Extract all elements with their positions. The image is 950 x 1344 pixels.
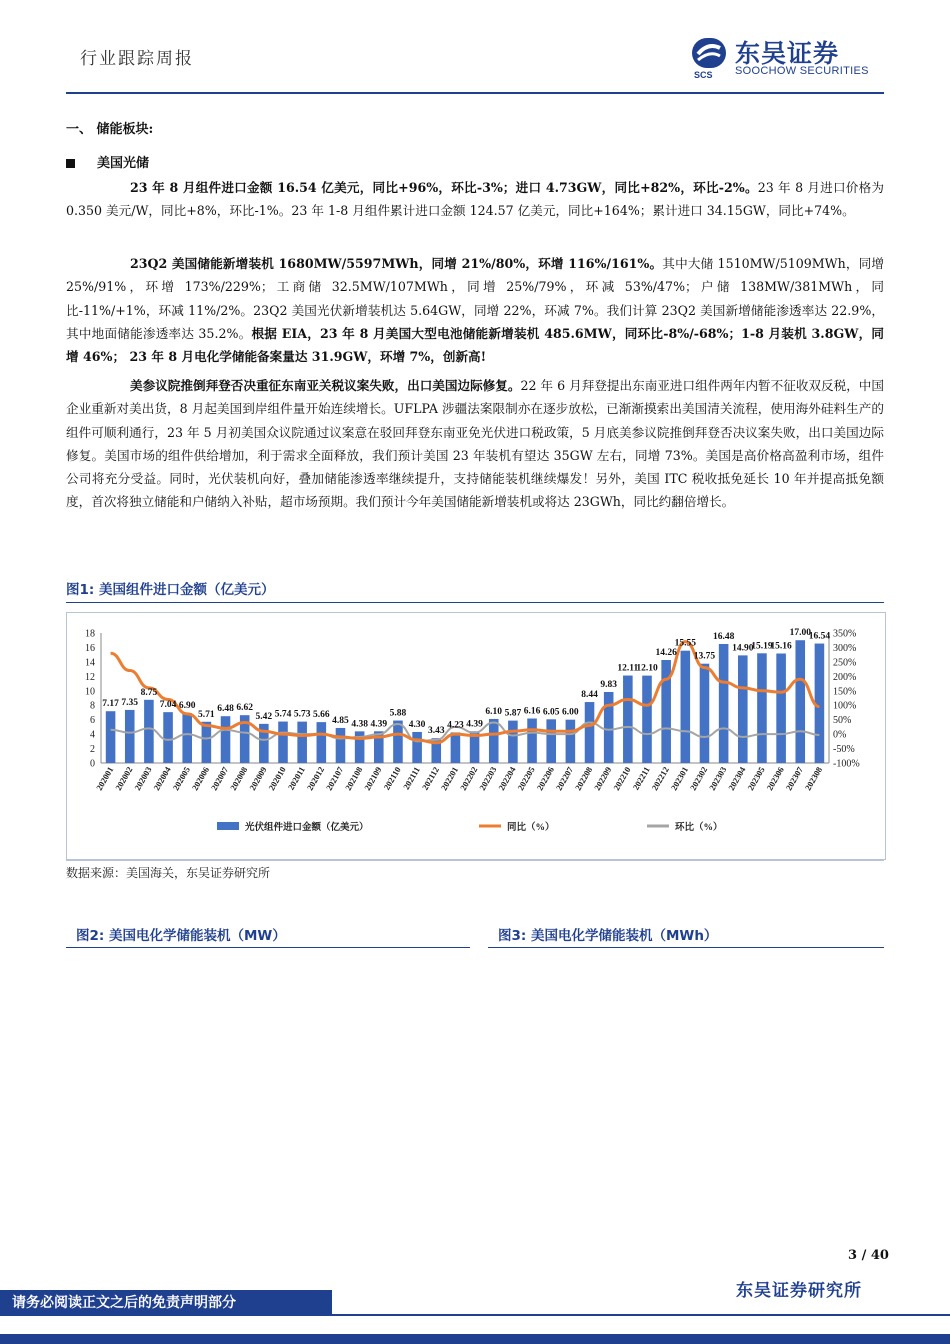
bar-data-label: 6.90 (178, 701, 196, 712)
bar-data-label: 17.00 (789, 628, 811, 639)
logo-chinese-name: 东吴证券 (735, 39, 840, 68)
bar (585, 702, 595, 763)
x-tick-label: 202010 (266, 765, 288, 793)
logo-english-name: SOOCHOW SECURITIES (735, 65, 869, 77)
disclaimer-banner: 请务必阅读正文之后的免责声明部分 (0, 1290, 332, 1316)
bar (566, 720, 576, 763)
scs-logo-icon (690, 36, 730, 80)
report-type-title: 行业跟踪周报 (80, 49, 194, 69)
bar (757, 653, 767, 763)
x-tick-label: 202205 (515, 765, 537, 793)
bar (317, 722, 327, 763)
x-tick-label: 202208 (572, 765, 595, 793)
bar (776, 654, 786, 763)
x-tick-label: 202001 (93, 765, 116, 793)
paragraph-3 (66, 374, 884, 514)
bar-data-label: 5.74 (274, 709, 292, 720)
figure-1-bottom-rule (66, 860, 884, 861)
paragraph-1-highlight: 23 年 8 月组件进口金额 16.54 亿美元，同比+96%，环比-3%；进口 4.73GW，同比+82%，环比-2%。 (130, 180, 758, 195)
bar (719, 644, 729, 763)
x-tick-label: 202207 (553, 765, 576, 793)
legend-label: 同比（%） (507, 823, 555, 833)
x-tick-label: 202211 (630, 765, 652, 792)
bar (642, 676, 652, 763)
bar (182, 713, 192, 763)
figure-3-rule (488, 947, 884, 948)
section-heading: 一、 储能板块: (66, 122, 154, 137)
y-tick-left: 4 (90, 729, 95, 741)
x-tick-label: 202307 (783, 765, 805, 793)
bar-data-label: 6.00 (562, 707, 579, 718)
footer-bottom-bar (0, 1334, 950, 1344)
y-tick-left: 16 (85, 642, 95, 654)
bar-data-label: 6.62 (236, 703, 253, 714)
bar (297, 722, 307, 763)
x-tick-label: 202109 (362, 765, 384, 793)
bar (412, 732, 422, 763)
x-tick-label: 202303 (706, 765, 729, 793)
bar-data-label: 15.55 (674, 638, 697, 649)
bar-data-label: 14.90 (732, 643, 754, 654)
figure-1-chart-frame (66, 612, 886, 860)
bar-data-label: 16.54 (808, 631, 831, 642)
y-tick-left: 18 (85, 628, 95, 640)
bar-data-label: 7.17 (102, 699, 119, 710)
figure-1-rule (66, 602, 884, 603)
x-tick-label: 202112 (419, 765, 441, 792)
bar (604, 692, 614, 763)
x-tick-label: 202004 (151, 765, 173, 793)
bar-data-label: 12.11 (617, 663, 639, 674)
bar (795, 640, 805, 763)
bar (451, 732, 461, 763)
x-tick-label: 202304 (726, 765, 748, 793)
bar (163, 712, 173, 763)
paragraph-3-highlight: 美参议院推倒拜登否决重征东南亚关税议案失败，出口美国边际修复。 (130, 378, 521, 393)
x-tick-label: 202203 (477, 765, 499, 793)
figure-3-title: 图3: 美国电化学储能装机（MWh） (498, 928, 718, 944)
y-tick-right: 350% (833, 628, 857, 640)
bar-data-label: 5.42 (255, 711, 273, 722)
bar-data-label: 6.16 (523, 706, 541, 717)
x-tick-label: 202008 (228, 765, 250, 793)
x-tick-label: 202202 (457, 765, 480, 793)
page-number: 3 / 40 (848, 1248, 889, 1263)
bar (144, 700, 154, 763)
x-tick-label: 202212 (649, 765, 671, 793)
y-tick-left: 10 (85, 686, 95, 698)
bar-data-label: 5.71 (198, 709, 215, 720)
bar (623, 676, 633, 763)
bar-data-label: 4.30 (408, 719, 426, 730)
bar (336, 728, 346, 763)
y-tick-right: 0% (833, 729, 847, 741)
x-tick-label: 202009 (247, 765, 269, 793)
x-tick-label: 202204 (496, 765, 518, 793)
bar (221, 716, 231, 763)
x-tick-label: 202012 (304, 765, 327, 793)
paragraph-2-highlight-eia: 根据 EIA，23 年 8 月美国大型电池储能新增装机 485.6MW，同环比-8%/-68%；1-8 月装机 3.8GW，同增 46%； 23 年 8 月电化学储能备案量达 31.9GW，环增 7%，创新高! (66, 325, 884, 365)
paragraph-2-highlight: 23Q2 美国储能新增装机 1680MW/5597MWh，同增 21%/80%，环增 116%/161%。 (130, 256, 663, 271)
bar-data-label: 12.10 (636, 663, 658, 674)
bar (125, 710, 135, 763)
x-tick-label: 202206 (534, 765, 556, 793)
square-bullet-icon (66, 159, 75, 168)
bar-data-label: 8.75 (140, 687, 158, 698)
bar (202, 722, 212, 763)
mom-line (111, 723, 820, 742)
footer-rule (332, 1314, 950, 1316)
x-tick-label: 202302 (687, 765, 710, 793)
x-tick-label: 202011 (285, 765, 307, 792)
x-tick-label: 202003 (132, 765, 154, 793)
footer-organization: 东吴证券研究所 (736, 1281, 862, 1301)
legend-label: 环比（%） (675, 823, 723, 833)
x-tick-label: 202209 (592, 765, 614, 793)
paragraph-1 (66, 176, 884, 223)
bar (393, 721, 403, 763)
figure-2-title: 图2: 美国电化学储能装机（MW） (76, 928, 286, 944)
bar-data-label: 7.35 (121, 697, 139, 708)
y-tick-left: 2 (90, 744, 95, 756)
x-tick-label: 202108 (342, 765, 365, 793)
x-tick-label: 202308 (802, 765, 825, 793)
bar (738, 655, 748, 763)
logo-mark-text: SCS (694, 70, 713, 80)
y-tick-right: 250% (833, 657, 857, 669)
bar-data-label: 3.43 (427, 726, 445, 737)
y-tick-right: 150% (833, 686, 857, 698)
bar-data-label: 6.10 (485, 706, 503, 717)
x-tick-label: 202306 (764, 765, 786, 793)
bar (546, 719, 556, 763)
x-tick-label: 202107 (323, 765, 346, 793)
y-tick-right: -100% (833, 758, 860, 770)
bar-data-label: 4.85 (332, 715, 349, 726)
y-tick-right: -50% (833, 744, 855, 756)
figure-1-title: 图1: 美国组件进口金额（亿美元） (66, 582, 275, 598)
bar (681, 651, 691, 763)
x-tick-label: 202301 (668, 765, 691, 793)
bar (508, 721, 518, 763)
legend-swatch-bar (217, 822, 239, 830)
bar (278, 722, 288, 763)
y-tick-left: 8 (90, 700, 95, 712)
header-divider (66, 92, 884, 94)
x-tick-label: 202005 (170, 765, 192, 793)
bar-data-label: 4.39 (466, 719, 483, 730)
x-tick-label: 202210 (611, 765, 633, 793)
y-tick-right: 300% (833, 642, 857, 654)
bar-data-label: 15.16 (770, 641, 792, 652)
bar-data-label: 6.48 (217, 704, 234, 715)
x-tick-label: 202002 (113, 765, 135, 793)
import-value-chart (67, 613, 885, 859)
bar-data-label: 8.44 (581, 690, 598, 701)
bar-data-label: 14.26 (655, 648, 677, 659)
subsection-label: 美国光储 (97, 156, 150, 171)
bar (489, 719, 499, 763)
figure-2-rule (66, 947, 470, 948)
bar-data-label: 9.83 (600, 680, 617, 691)
y-tick-right: 50% (833, 715, 852, 727)
paragraph-2-body: 其中大储 1510MW/5109MWh，同增 25%/91%，环增 173%/229%；工商储 32.5MW/107MWh，同增 25%/79%，环减 53%/47%；户储 138MW/381MWh，同比-11%/+1%，环减 11%/2%。23Q2 美国光伏新增装机达 5.64GW，同增 22%，环减 7%。我们计算 23Q2 美国新增储能渗透率达 22.9%，其中地面储能渗透率达 35.2%。 (66, 256, 884, 341)
bar-data-label: 6.05 (542, 707, 560, 718)
y-tick-right: 200% (833, 671, 857, 683)
paragraph-1-body: 23 年 8 月进口价格为 0.350 美元/W，同比+8%，环比-1%。23 年 1-8 月组件累计进口金额 124.57 亿美元，同比+164%；累计进口 34.15GW，同比+74%。 (66, 180, 884, 219)
x-tick-label: 202110 (381, 765, 403, 792)
bar-data-label: 16.48 (712, 631, 735, 642)
bar-data-label: 4.23 (447, 720, 464, 731)
x-tick-label: 202007 (208, 765, 231, 793)
bar-data-label: 13.75 (693, 651, 716, 662)
bar-data-label: 5.87 (504, 708, 522, 719)
bar-data-label: 5.73 (293, 709, 311, 720)
y-tick-left: 14 (85, 657, 95, 669)
bar-data-label: 5.88 (389, 708, 407, 719)
company-logo (690, 34, 890, 82)
y-tick-left: 12 (85, 671, 95, 683)
figure-1-source: 数据来源：美国海关，东吴证券研究所 (66, 866, 271, 880)
y-tick-right: 100% (833, 700, 857, 712)
x-tick-label: 202305 (745, 765, 767, 793)
bar (527, 719, 537, 763)
bar-data-label: 4.39 (370, 719, 388, 730)
bar-data-label: 15.19 (751, 641, 773, 652)
paragraph-3-body: 22 年 6 月拜登提出东南亚进口组件两年内暂不征收双反税，中国企业重新对美出货，8 月起美国到岸组件量开始连续增长。UFLPA 涉疆法案限制亦在逐步放松，已渐渐摸索出美国清关流程，使用海外硅料生产的组件可顺利通行，23 年 5 月初美国众议院通过议案意在驳回拜登东南亚免光伏进口税政策，5 月底美参议院推倒拜登否决议案失败，出口美国边际修复。美国市场的组件供给增加，利于需求全面释放，我们预计美国 23 年装机有望达 35GW 左右，同增 73%。美国是高价格高盈利市场，组件公司将充分受益。同时，光伏装机向好，叠加储能渗透率继续提升，支持储能装机继续爆发！另外，美国 ITC 税收抵免延长 10 年并提高抵免额度，首次将独立储能和户储纳入补贴，超市场预期。我们预计今年美国储能新增装机或将达 23GWh，同比约翻倍增长。 (66, 378, 884, 510)
bar (106, 711, 116, 763)
bar-data-label: 7.04 (159, 700, 177, 711)
bar-data-label: 4.38 (351, 719, 368, 730)
paragraph-2 (66, 252, 884, 368)
y-tick-left: 0 (90, 758, 95, 770)
x-tick-label: 202111 (400, 765, 422, 792)
bar (700, 664, 710, 763)
bar-data-label: 5.66 (313, 710, 330, 721)
x-tick-label: 202201 (438, 765, 461, 793)
legend-label: 光伏组件进口金额（亿美元） (245, 823, 369, 833)
y-tick-left: 6 (90, 715, 95, 727)
x-tick-label: 202006 (189, 765, 212, 793)
subsection-bullet (66, 152, 149, 171)
